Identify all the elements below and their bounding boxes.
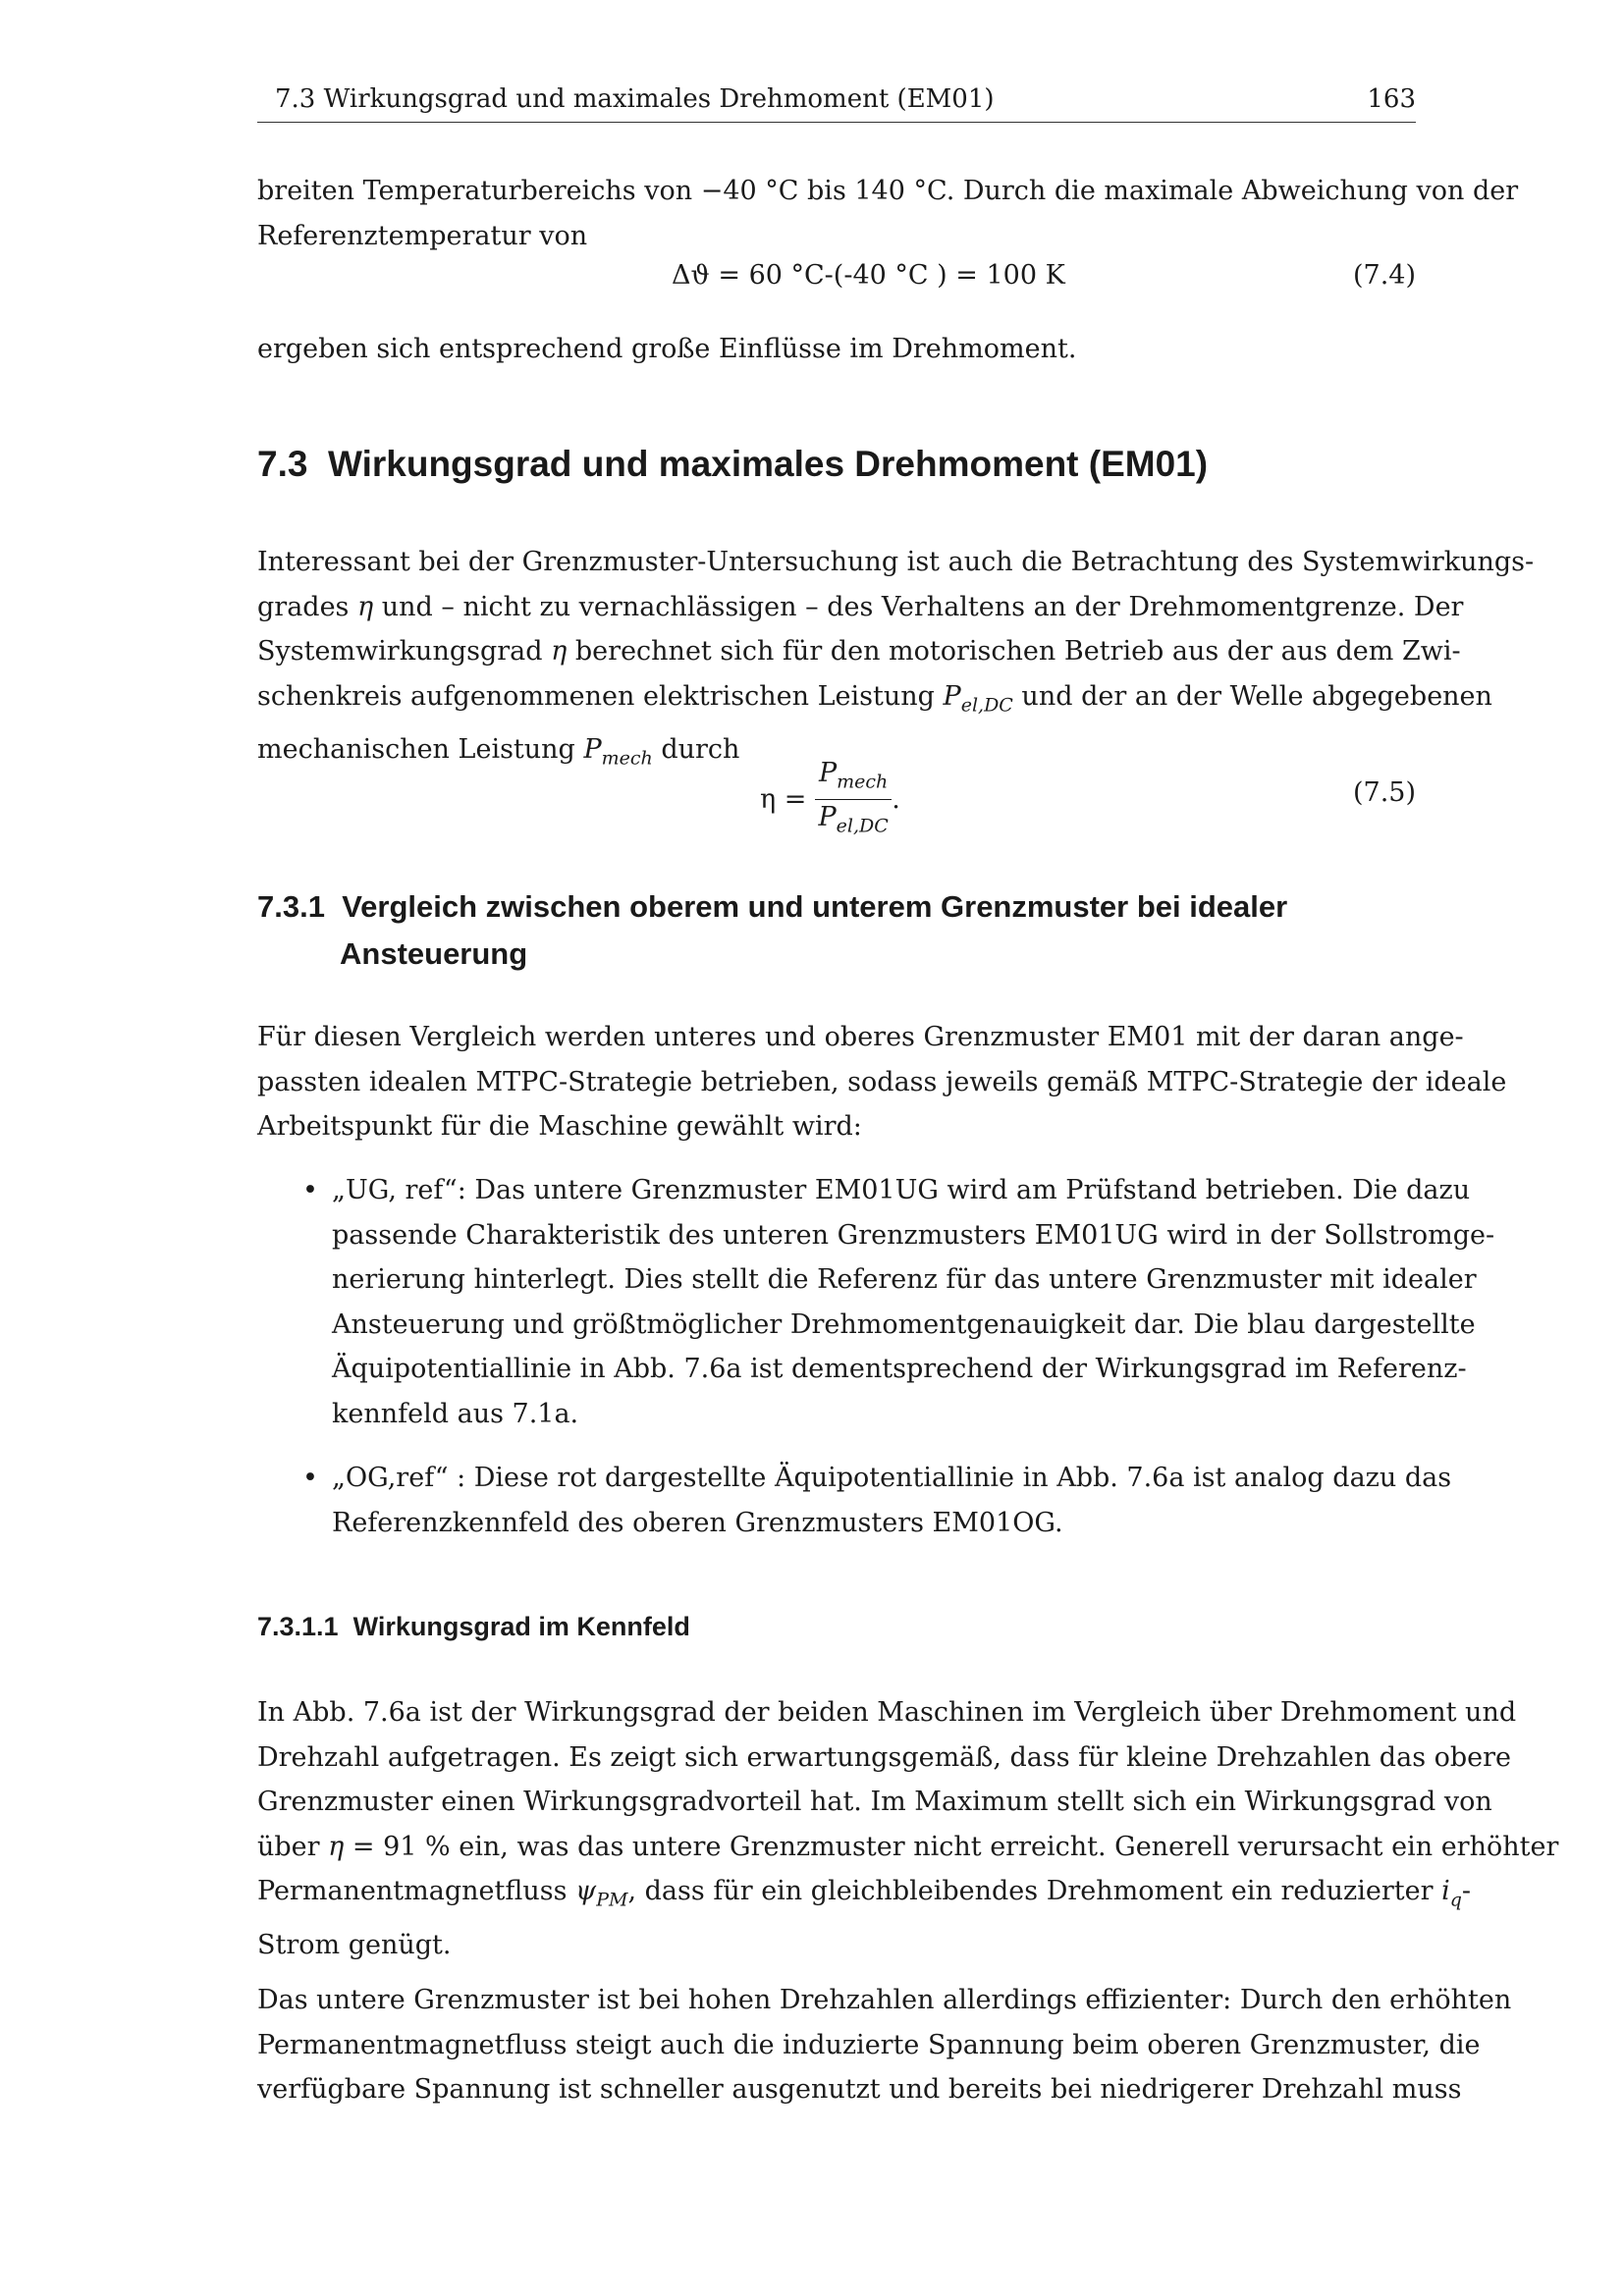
text-line: Permanentmagnetfluss $\psi_{PM}$, dass für ein gleichbleibendes Drehmoment ein reduzierter $i_q-$ (257, 1876, 1472, 1911)
text-line: Für diesen Vergleich werden unteres und oberes Grenzmuster EM01 mit der daran ange- (257, 1022, 1464, 1052)
running-title: 7.3 Wirkungsgrad und maximales Drehmoment (EM01) (275, 84, 995, 114)
text-line: Ansteuerung und größtmöglicher Drehmomentgenauigkeit dar. Die blau dargestellte (332, 1308, 1476, 1340)
text-line: ergeben sich entsprechend große Einflüsse im Drehmoment. (257, 334, 1077, 364)
eta-symbol: η (328, 1831, 345, 1862)
section-number: 7.3 (257, 444, 308, 484)
text-line: kennfeld aus 7.1a. (332, 1398, 579, 1429)
section-title: Wirkungsgrad und maximales Drehmoment (EM01) (328, 444, 1209, 484)
intro-paragraph (257, 169, 1519, 258)
text-line: Referenztemperatur von (257, 220, 588, 251)
text-line: über η = 91 % ein, was das untere Grenzmuster nicht erreicht. Generell verursacht ein erhöhter (257, 1831, 1559, 1862)
page-number: 163 (1367, 84, 1416, 114)
subsection-heading (257, 883, 1416, 978)
equation-number: (7.5) (1352, 777, 1416, 808)
text-line: Referenzkennfeld des oberen Grenzmusters EM01OG. (332, 1507, 1063, 1538)
text-line: Äquipotentiallinie in Abb. 7.6a ist dementsprechend der Wirkungsgrad im Referenz- (332, 1354, 1467, 1384)
text-line: mechanischen Leistung $P_{mech}$ durch (257, 734, 740, 770)
section-paragraph (257, 540, 1535, 781)
text-line: Systemwirkungsgrad η berechnet sich für den motorischen Betrieb aus der aus dem Zwi- (257, 636, 1461, 667)
text-line: Interessant bei der Grenzmuster-Untersuchung ist auch die Betrachtung des Systemwirkungs- (257, 547, 1535, 577)
subsubsection-paragraph-2 (257, 1978, 1512, 2112)
eta-symbol: η (357, 591, 374, 622)
subsubsection-heading (257, 1612, 1416, 1642)
equation-number: (7.4) (1352, 260, 1416, 291)
subsubsection-paragraph-1 (257, 1690, 1559, 1967)
intro-continuation (257, 327, 1416, 372)
subsection-number: 7.3.1 (257, 889, 325, 924)
text-line: Drehzahl aufgetragen. Es zeigt sich erwartungsgemäß, dass für kleine Drehzahlen das obere (257, 1741, 1512, 1773)
text-line: Arbeitspunkt für die Maschine gewählt wird: (257, 1111, 862, 1142)
section-heading (257, 444, 1416, 485)
text-line: Grenzmuster einen Wirkungsgradvorteil hat. Im Maximum stellt sich ein Wirkungsgrad von (257, 1787, 1492, 1817)
equation-7-5 (257, 756, 1416, 837)
text-line: nerierung hinterlegt. Dies stellt die Referenz für das untere Grenzmuster mit idealer (332, 1264, 1477, 1295)
equation-body: η = $\frac{P_{mech}}{P_{el,DC}}$ . (760, 756, 900, 844)
list-item (257, 1168, 1495, 1443)
eta-symbol: η (551, 636, 568, 667)
text-line: „UG, ref“: Das untere Grenzmuster EM01UG wird am Prüfstand betrieben. Die dazu (332, 1175, 1471, 1205)
bullet-icon: • (302, 1463, 318, 1493)
text-line: passende Charakteristik des unteren Grenzmusters EM01UG wird in der Sollstromge- (332, 1219, 1495, 1251)
subsection-paragraph (257, 1015, 1507, 1149)
text-line: passten idealen MTPC-Strategie betrieben, sodass jeweils gemäß MTPC-Strategie der ideale (257, 1066, 1507, 1097)
text-line: breiten Temperaturbereichs von −40 °C bis 140 °C. Durch die maximale Abweichung von der (257, 176, 1519, 206)
subsubsection-title: Wirkungsgrad im Kennfeld (352, 1612, 690, 1641)
text-line: Das untere Grenzmuster ist bei hohen Drehzahlen allerdings effizienter: Durch den erhöhten (257, 1985, 1512, 2015)
text-line: verfügbare Spannung ist schneller ausgenutzt und bereits bei niedrigerer Drehzahl muss (257, 2074, 1462, 2105)
text-line: „OG,ref“ : Diese rot dargestellte Äquipotentiallinie in Abb. 7.6a ist analog dazu das (332, 1463, 1452, 1493)
text-line: Strom genügt. (257, 1929, 452, 1960)
text-line: Permanentmagnetfluss steigt auch die induzierte Spannung beim oberen Grenzmuster, die (257, 2029, 1481, 2060)
equation-body: Δϑ = 60 °C-(-40 °C ) = 100 K (672, 260, 1065, 291)
text-line: In Abb. 7.6a ist der Wirkungsgrad der beiden Maschinen im Vergleich über Drehmoment und (257, 1697, 1517, 1728)
subsection-title-continued: Ansteuerung (340, 936, 528, 971)
text-line: grades η und – nicht zu vernachlässigen – des Verhaltens an der Drehmomentgrenze. Der (257, 591, 1464, 622)
psi-symbol: ψ (575, 1876, 597, 1906)
subsubsection-number: 7.3.1.1 (257, 1612, 339, 1641)
bullet-icon: • (302, 1175, 318, 1205)
subsection-title: Vergleich zwischen oberem und unterem Grenzmuster bei idealer (342, 889, 1288, 924)
list-item (257, 1456, 1452, 1554)
text-line: schenkreis aufgenommenen elektrischen Leistung $P_{el,DC}$ und der an der Welle abgegebenen (257, 680, 1492, 716)
fraction: $\frac{P_{mech}}{P_{el,DC}}$ (815, 756, 892, 844)
running-header (257, 82, 1416, 123)
